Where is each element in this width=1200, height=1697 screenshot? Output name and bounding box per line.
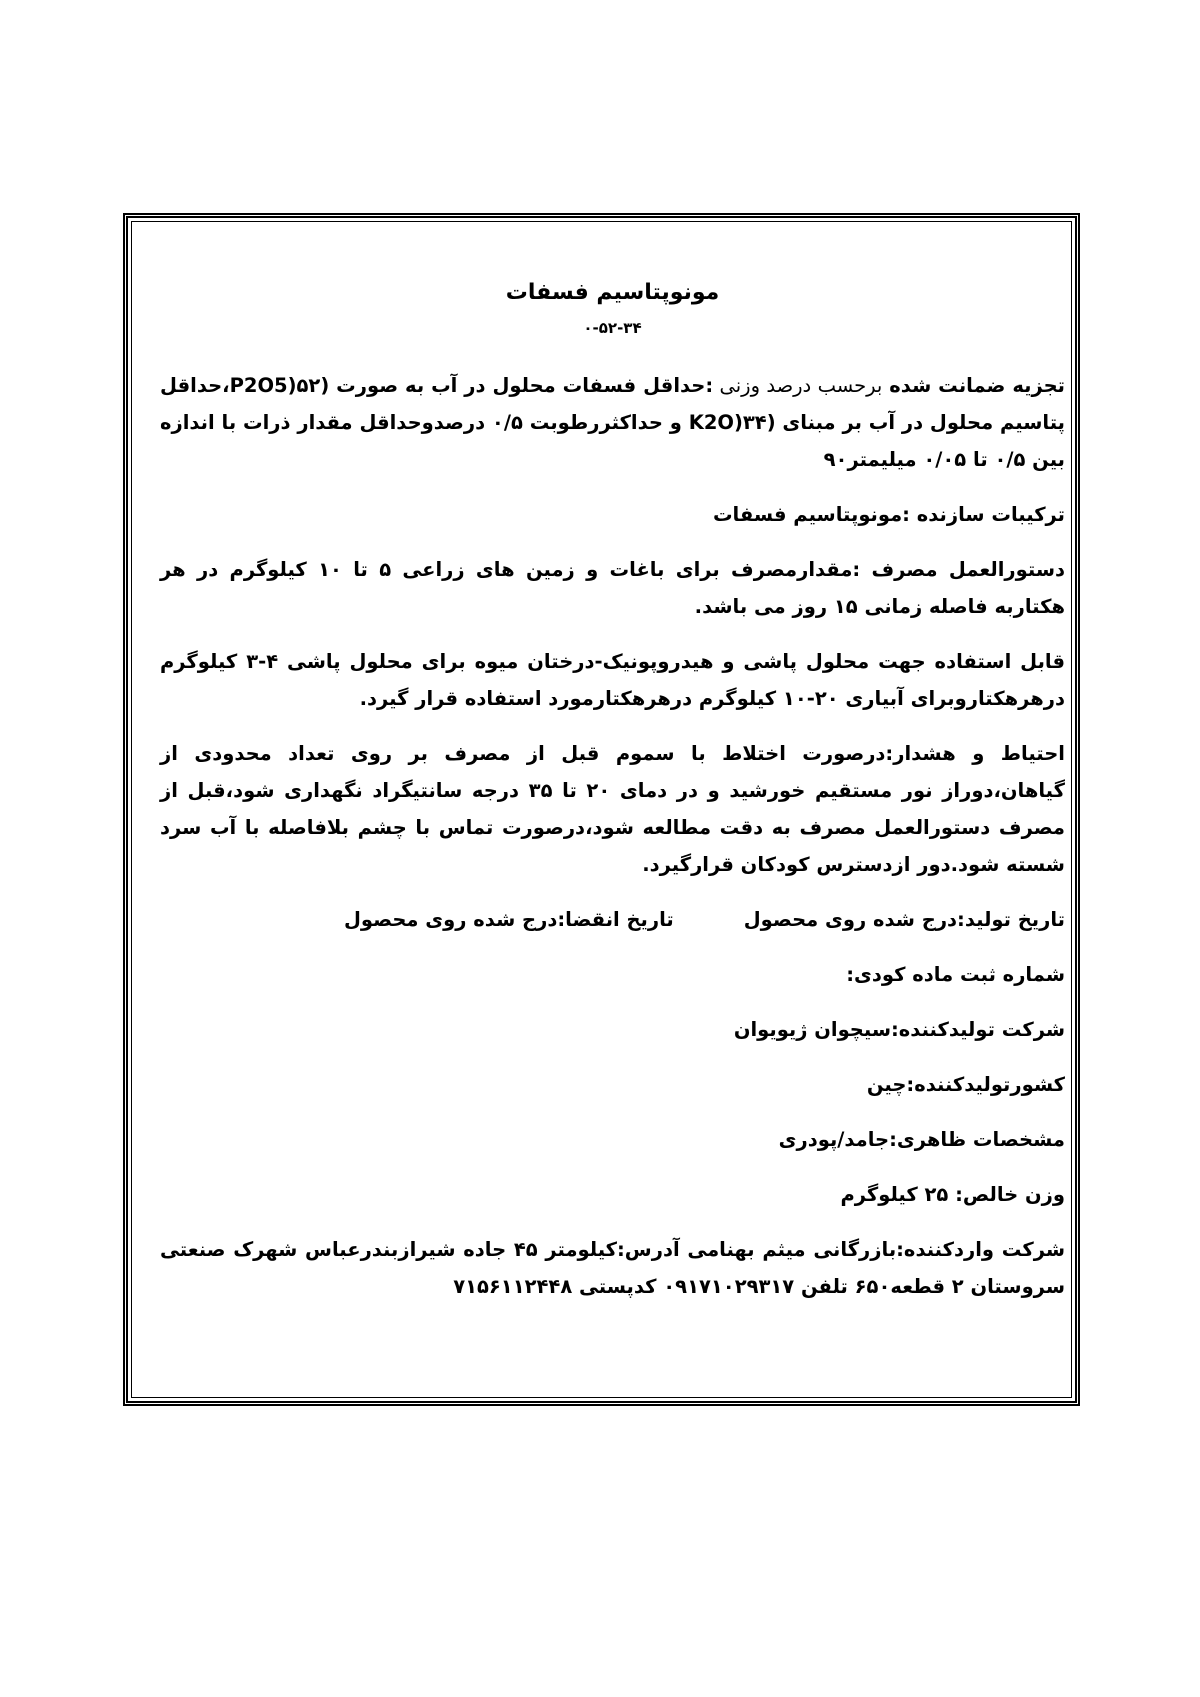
production-date: تاریخ تولید:درج شده روی محصول — [743, 908, 1065, 931]
product-title: مونوپتاسیم فسفات — [505, 280, 720, 305]
application-text: قابل استفاده جهت محلول پاشی و هیدروپونیک-درختان میوه برای محلول پاشی ۴-۳ کیلوگرم درهرهکتاروبرای آبیاری ۲۰-۱۰ کیلوگرم درهرهکتارمورد استفاده قرار گیرد. — [160, 650, 1065, 710]
analysis-text-2: )۵۲،حداقل پتاسیم محلول در آب بر مبنای ( — [160, 374, 1066, 434]
expiry-date: تاریخ انقضا:درج شده روی محصول — [344, 908, 674, 931]
analysis-text-3: )۳۴ و حداکثررطوبت ۰/۵ درصدوحداقل مقدار ذرات با اندازه بین ۰/۵ تا ۰/۰۵ میلیمتر۹۰ — [160, 411, 1065, 471]
analysis-text-1: :حداقل فسفات محلول در آب به صورت ( — [320, 374, 714, 397]
appearance: مشخصات ظاهری:جامد/پودری — [778, 1128, 1065, 1151]
registration-number: شماره ثبت ماده کودی: — [846, 963, 1065, 986]
usage-text: دستورالعمل مصرف :مقدارمصرف برای باغات و زمین های زراعی ۵ تا ۱۰ کیلوگرم در هر هکتاربه فاصله زمانی ۱۵ روز می باشد. — [160, 558, 1066, 618]
composition-text: ترکیبات سازنده :مونوپتاسیم فسفات — [712, 503, 1065, 526]
warning-text: احتیاط و هشدار:درصورت اختلاط با سموم قبل از مصرف بر روی تعداد محدودی از گیاهان،دوراز نور مستقیم خورشید و در دمای ۲۰ تا ۳۵ درجه سانتیگراد نگهداری شود،قبل از مصرف دستورالعمل مصرف به دقت مطالعه شود،درصورت تماس با چشم بلافاصله با آب سرد شسته شود.دور ازدسترس کودکان قرارگیرد. — [160, 742, 1065, 876]
usage-instructions — [160, 551, 1065, 625]
dates-row — [160, 901, 1065, 938]
application-info — [160, 643, 1065, 717]
net-weight: وزن خالص: ۲۵ کیلوگرم — [840, 1183, 1065, 1206]
formula-code: ۰-۵۲-۳۴ — [583, 319, 642, 337]
analysis-lead: تجزیه ضمانت شده — [882, 374, 1065, 397]
manufacturer: شرکت تولیدکننده:سیچوان ژیویوان — [733, 1018, 1065, 1041]
guaranteed-analysis — [160, 367, 1065, 478]
warning — [160, 735, 1065, 883]
document-content — [160, 280, 1065, 1323]
composition — [160, 496, 1065, 533]
k2o-label: K2O — [688, 411, 734, 434]
country-of-origin: کشورتولیدکننده:چین — [866, 1073, 1065, 1096]
p2o5-label: P2O5 — [229, 374, 288, 397]
importer-text: شرکت واردکننده:بازرگانی میثم بهنامی آدرس:کیلومتر ۴۵ جاده شیرازبندرعباس شهرک صنعتی سروستان ۲ قطعه۶۵۰ تلفن ۰۹۱۷۱۰۲۹۳۱۷ کدپستی ۷۱۵۶۱۱۲۴۴۸ — [160, 1238, 1066, 1298]
analysis-basis: برحسب درصد وزنی — [713, 374, 883, 397]
importer-info — [160, 1231, 1065, 1305]
